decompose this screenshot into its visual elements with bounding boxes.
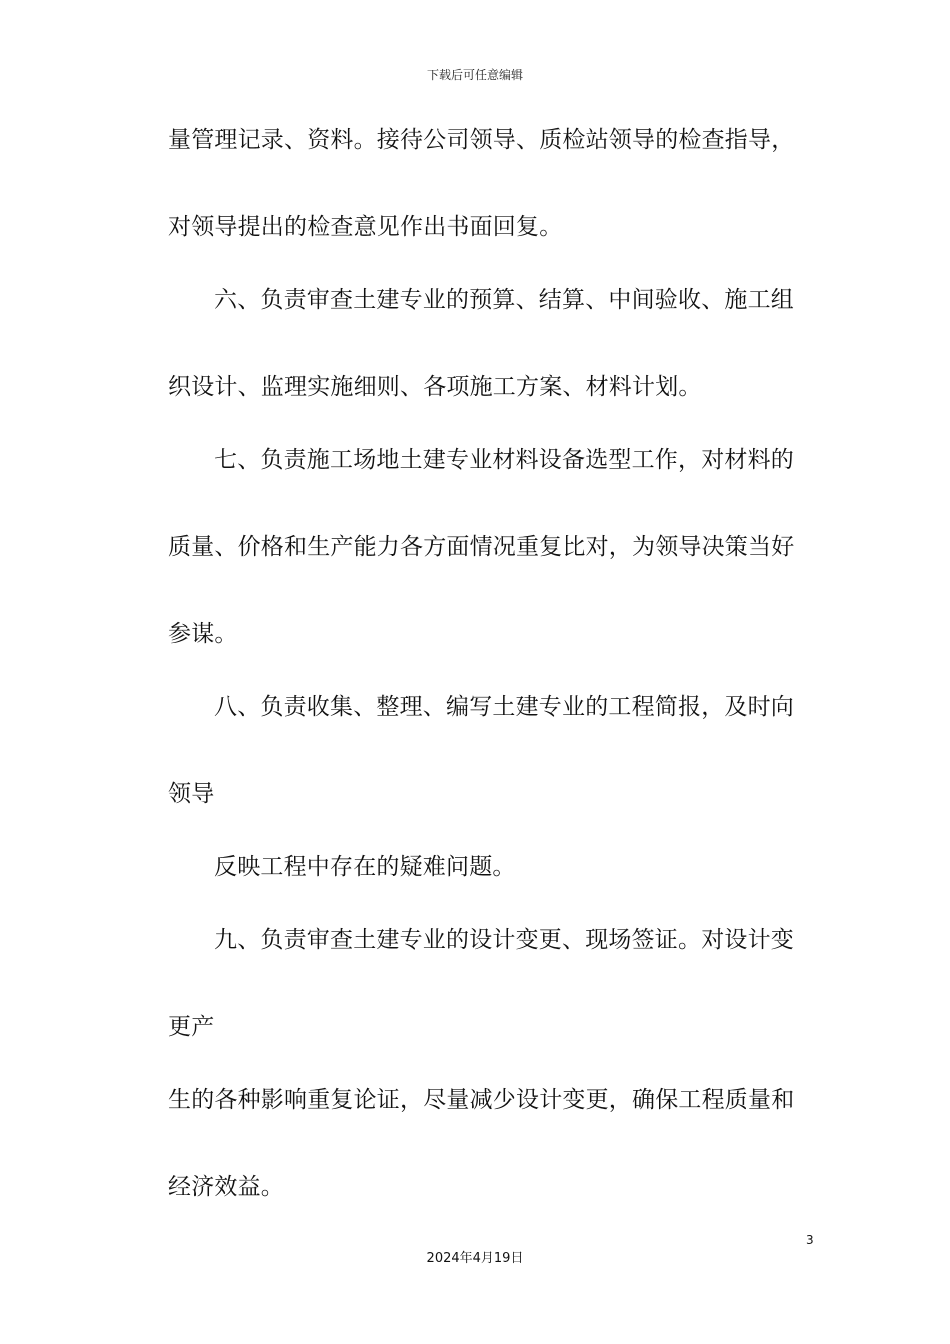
body-line: 九、负责审查土建专业的设计变更、现场签证。对设计变 <box>214 927 794 953</box>
body-line: 反映工程中存在的疑难问题。 <box>214 854 516 880</box>
body-line: 对领导提出的检查意见作出书面回复。 <box>168 214 563 240</box>
body-line: 七、负责施工场地土建专业材料设备选型工作，对材料的 <box>214 447 794 473</box>
body-line: 领导 <box>168 781 215 807</box>
body-line: 量管理记录、资料。接待公司领导、质检站领导的检查指导， <box>168 127 795 153</box>
body-line: 质量、价格和生产能力各方面情况重复比对，为领导决策当好 <box>168 534 795 560</box>
body-line: 更产 <box>168 1014 215 1040</box>
body-line: 织设计、监理实施细则、各项施工方案、材料计划。 <box>168 374 702 400</box>
body-line: 六、负责审查土建专业的预算、结算、中间验收、施工组 <box>214 287 794 313</box>
body-line: 经济效益。 <box>168 1174 284 1200</box>
body-line: 八、负责收集、整理、编写土建专业的工程简报，及时向 <box>214 694 794 720</box>
body-line: 参谋。 <box>168 621 238 647</box>
body-line: 生的各种影响重复论证，尽量减少设计变更，确保工程质量和 <box>168 1087 795 1113</box>
page-number: 3 <box>806 1233 814 1247</box>
header-note: 下载后可任意编辑 <box>426 68 523 82</box>
footer-date: 2024年4月19日 <box>426 1251 524 1266</box>
